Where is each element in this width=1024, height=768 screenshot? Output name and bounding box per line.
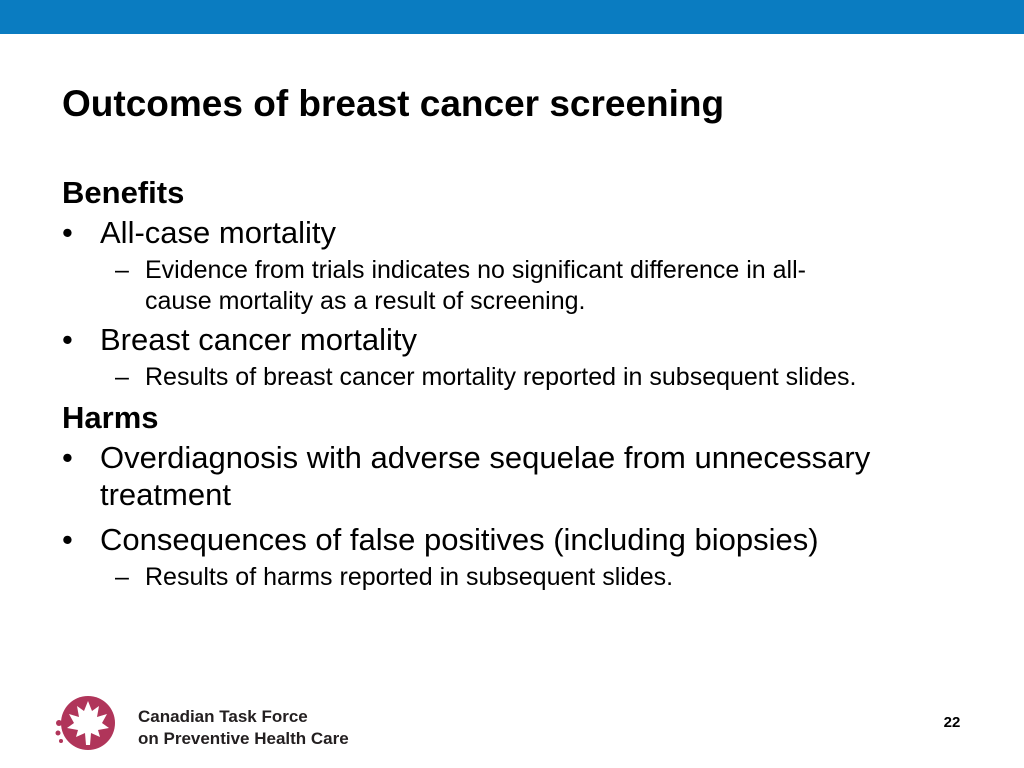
- sub-bullet-mortality-results: [62, 362, 962, 393]
- bullet-breast-cancer-mortality: [62, 321, 962, 358]
- slide-body: [62, 172, 962, 593]
- bullet-all-case-mortality: [62, 214, 962, 251]
- org-name-line: Canadian Task Force: [138, 707, 308, 726]
- page-number: 22: [943, 714, 961, 731]
- dash-marker: –: [115, 363, 129, 391]
- harms-heading: Harms: [62, 400, 159, 435]
- benefits-heading: Benefits: [62, 175, 185, 210]
- sub-bullet-text: Results of harms reported in subsequent slides.: [145, 563, 674, 591]
- bullet-marker: •: [62, 522, 73, 557]
- sub-bullet-line: Evidence from trials indicates no significant difference in all-: [145, 256, 806, 284]
- dash-marker: –: [115, 563, 129, 591]
- bullet-line: treatment: [100, 477, 231, 512]
- bullet-marker: •: [62, 215, 73, 250]
- org-name-line: on Preventive Health Care: [138, 729, 349, 748]
- organization-name: [138, 706, 349, 750]
- bullet-text: Consequences of false positives (including biopsies): [100, 522, 819, 557]
- dash-marker: –: [115, 256, 129, 284]
- top-accent-bar: [0, 0, 1024, 34]
- bullet-false-positives: [62, 521, 962, 558]
- sub-bullet-all-cause-evidence: [62, 255, 962, 317]
- sub-bullet-text: Results of breast cancer mortality reported in subsequent slides.: [145, 363, 857, 391]
- bullet-text: Breast cancer mortality: [100, 322, 417, 357]
- bullet-marker: •: [62, 322, 73, 357]
- bullet-marker: •: [62, 440, 73, 475]
- slide-title: Outcomes of breast cancer screening: [62, 83, 725, 124]
- sub-bullet-line: cause mortality as a result of screening.: [145, 287, 586, 315]
- sub-bullet-harms-results: [62, 562, 962, 593]
- bullet-line: Overdiagnosis with adverse sequelae from unnecessary: [100, 440, 871, 475]
- maple-leaf-circle-icon: [52, 695, 122, 751]
- bullet-text: All-case mortality: [100, 215, 336, 250]
- bullet-overdiagnosis: [62, 439, 962, 513]
